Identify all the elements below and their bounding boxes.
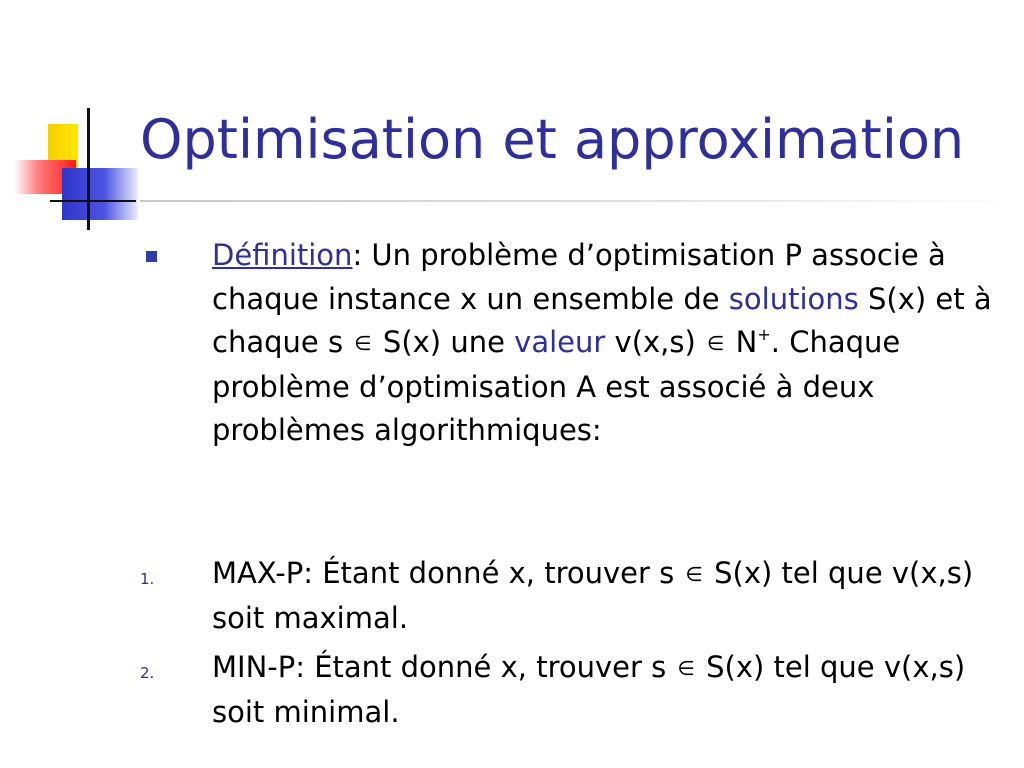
definition-text-2: S(x) et à chaque s — [212, 281, 992, 359]
element-of-icon: ∈ — [354, 331, 372, 355]
slide-title: Optimisation et approximation — [140, 108, 965, 171]
element-of-icon: ∈ — [685, 562, 703, 586]
deco-vertical-line — [87, 108, 90, 230]
definition-link[interactable]: Définition — [212, 238, 353, 272]
superscript-plus: + — [757, 325, 771, 344]
deco-horizontal-line — [50, 200, 136, 202]
list-item-max-text-1: MAX-P: Étant donné x, trouver s — [212, 556, 684, 590]
list-item-min-text-2: S(x) tel que v(x,s) soit minimal. — [212, 650, 966, 729]
definition-text-1: Un problème d’optimisation P associe à chaque instance x un ensemble de — [212, 238, 946, 316]
corner-decoration — [0, 0, 150, 240]
definition-paragraph — [212, 234, 1012, 453]
list-item-min — [212, 646, 1012, 734]
definition-colon: : — [352, 238, 363, 272]
valeur-term: valeur — [514, 325, 606, 359]
square-bullet-icon — [146, 251, 157, 262]
definition-text-6: . Chaque problème d’optimisation A est associé à deux problèmes algorithmiques: — [212, 325, 901, 447]
list-item-max-text-2: S(x) tel que v(x,s) soit maximal. — [212, 556, 974, 635]
definition-text-5: N — [726, 325, 758, 359]
element-of-icon: ∈ — [677, 656, 695, 680]
title-underline-rule — [140, 200, 1024, 202]
definition-text-4: v(x,s) — [605, 325, 706, 359]
element-of-icon: ∈ — [707, 331, 725, 355]
solutions-term: solutions — [728, 281, 859, 316]
list-number-2: 2. — [140, 664, 155, 682]
deco-blue-block — [62, 168, 138, 220]
list-number-1: 1. — [140, 570, 155, 588]
list-item-min-text-1: MIN-P: Étant donné x, trouver s — [212, 650, 676, 684]
list-item-max — [212, 552, 1012, 640]
definition-text-3: S(x) une — [373, 325, 515, 359]
